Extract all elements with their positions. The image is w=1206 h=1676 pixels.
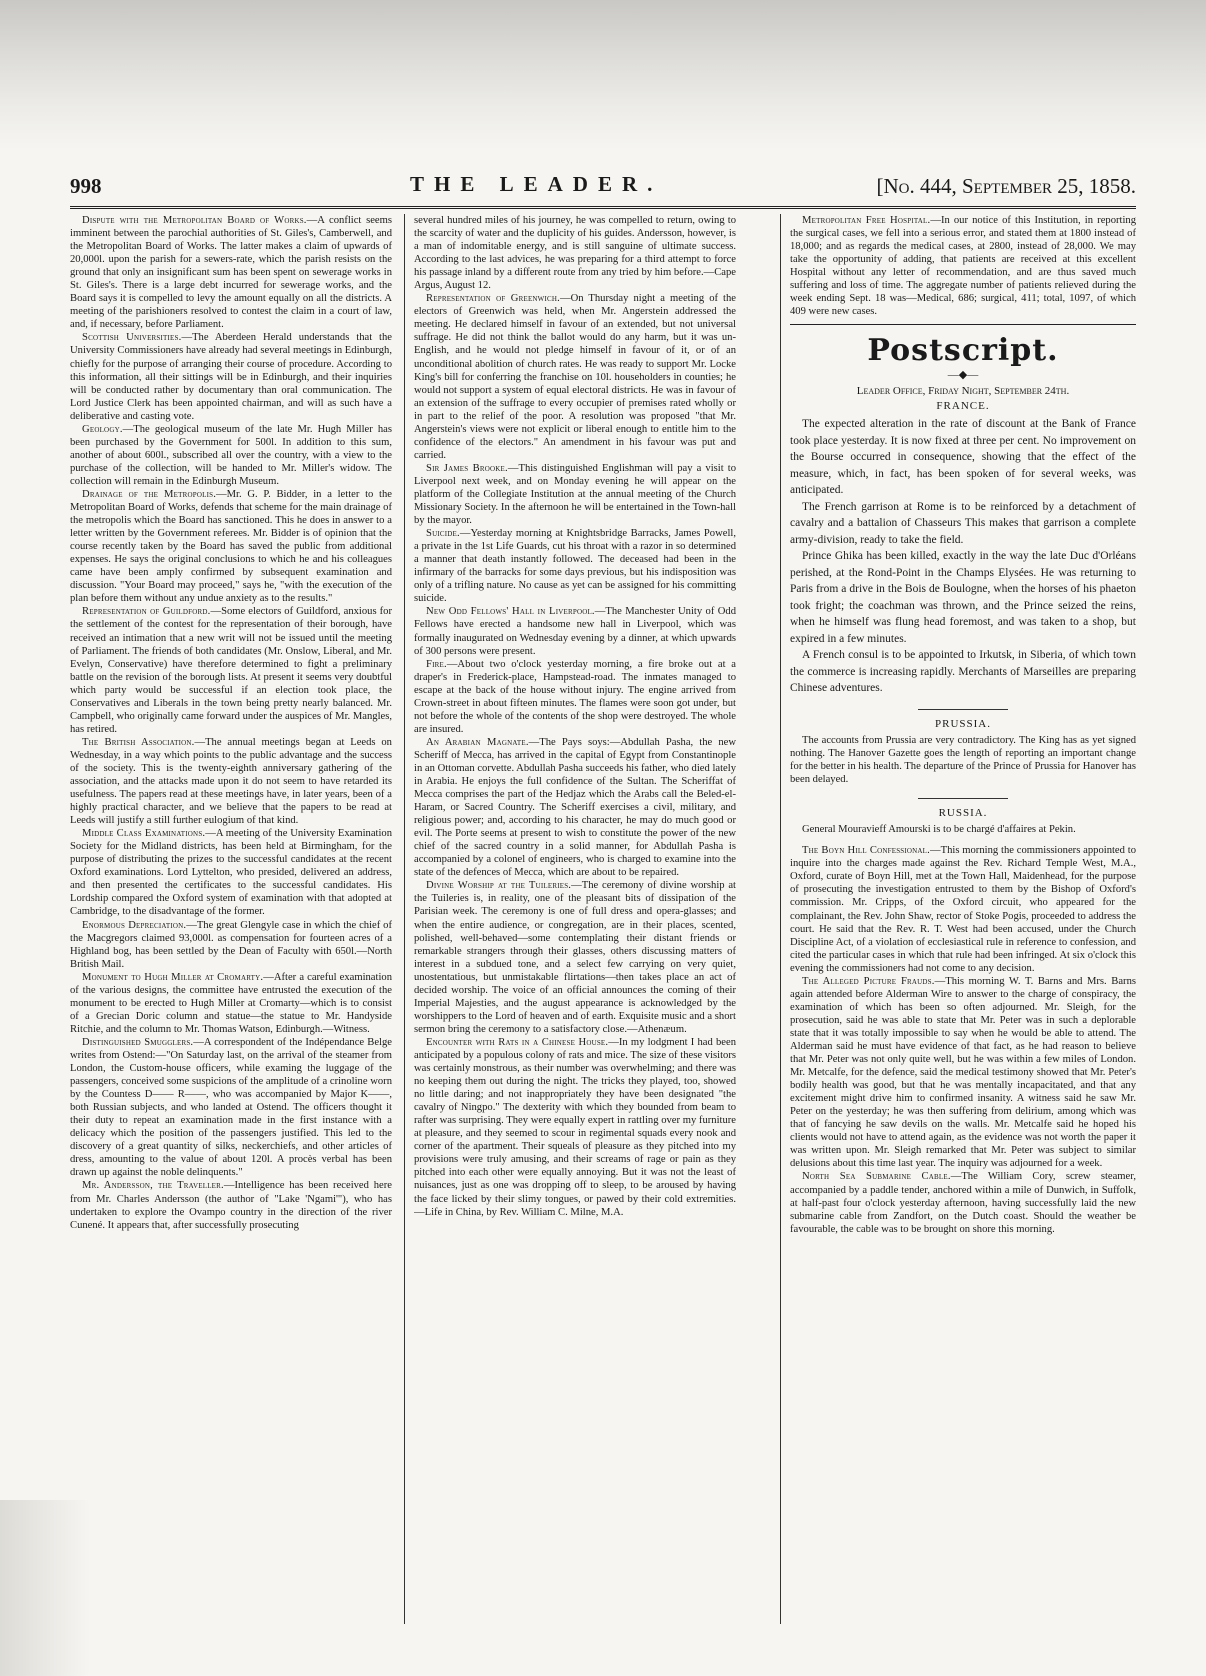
column-3 (790, 214, 1136, 1624)
article (414, 879, 736, 1036)
article-heading: Metropolitan Free Hospital. (802, 215, 931, 226)
article (414, 658, 736, 736)
article (70, 919, 392, 971)
article-text: —The Pays soys:—Abdullah Pasha, the new Scheriff of Mecca, has arrived in the capital of Egypt from Constantinople in an Ottoman corvette. Abdullah Pasha succeeds his father, who died lately in Arabia. He enjoys the full confidence of the Sultan. The Scheriffat of Mecca comprises the part of the Hedjaz which the Arabs call the Beled-el-Haram, or Sacred Country. The Scheriff exercises a civil, military, and religious power; and, according to his character, he may do much good or evil. The Porte seems at present to wish to constitute the power of the new chief of the sacred country in a solid manner, for Abdullah Pasha is accompanied by a colonel of engineers, who is charged to examine into the state of the defences of Mecca, which are about to be repaired. (414, 736, 736, 879)
article-text: —This distinguished Englishman will pay a visit to Liverpool next week, and on Monday evening he will appear on the platform of the Collegiate Institution at the annual meeting of the Church Missionary Society. In the afternoon he will be entertained in the Town-hall by the mayor. (414, 462, 736, 527)
article (70, 1179, 392, 1231)
section-heading-prussia: PRUSSIA. (935, 717, 991, 730)
ornament-icon: —◆— (947, 369, 979, 382)
article-text: —Yesterday morning at Knightsbridge Barracks, James Powell, a private in the 1st Life Guards, cut his throat with a razor in so determined a manner that death instantly followed. The deceased had been in the infirmary of the barracks for some days previous, but his indisposition was only of a trifling nature. No cause as yet can be assigned for his committing suicide. (414, 528, 736, 605)
article (790, 214, 1136, 318)
news-paragraph: General Mouravieff Amourski is to be chargé d'affaires at Pekin. (802, 824, 1076, 836)
article-heading: Mr. Andersson, the Traveller. (82, 1180, 224, 1192)
news-paragraph: The French garrison at Rome is to be reinforced by a detachment of cavalry and a battalion of Chasseurs This makes that garrison a complete army-division, ready to take the field. (790, 500, 1136, 546)
article-heading: Fire. (426, 658, 447, 670)
article-text: —After a careful examination of the various designs, the committee have entrusted the execution of the monument to be erected to Hugh Miller at Cromarty—which is to consist of a Grecian Doric column and statue—the statue to Mr. Handyside Ritchie, and the column to Mr. Thomas Watson, Edinburgh.—Witness. (70, 971, 392, 1035)
article-heading: Encounter with Rats in a Chinese House. (426, 1036, 609, 1048)
article (70, 736, 392, 827)
article-heading: Suicide. (426, 528, 460, 540)
article (70, 1036, 392, 1180)
article-heading: The British Association. (82, 736, 195, 748)
article-text: —The William Cory, screw steamer, accompanied by a paddle tender, anchored within a mile of Dunwich, in Suffolk, at half-past four o'clock yesterday afternoon, having successfully laid the new submarine cable from Zandfort, on the Dutch coast. Should the weather be favourable, the cable was to be brought on shore this morning. (790, 1171, 1136, 1235)
article-text: —In my lodgment I had been anticipated by a populous colony of rats and mice. The size of these visitors was certainly monstrous, as their number was overwhelming; and there was no keeping them out during the night. The tricks they played, too, showed no little daring; and not inappropriately they have been designated "the cavalry of Ningpo." The dexterity with which they bounded from beam to rafter was surprising. They were equally expert in rattling over my furniture at pleasure, and they seemed to scour in regimental squads every nook and corner of the apartment. Their squeals of pleasure as they pitched into my provisions were truly amusing, and their screams of rage or pain as they pitched into each other were equally annoying. But it was not the least of nuisances, just as one was dropping off to sleep, to be aroused by having the face licked by their slimy tongues, or pawed by their cold extremities.—Life in China, by Rev. William C. Milne, M.A. (414, 1036, 736, 1218)
article-text: —About two o'clock yesterday morning, a fire broke out at a draper's in Frederick-place, Hampstead-road. The inmates managed to escape at the back of the house without injury. The engine arrived from Crown-street in about fifteen minutes. The flames were soon got under, but not before the whole of the contents of the shop were destroyed. The whole are insured. (414, 658, 736, 735)
article (70, 605, 392, 735)
article-heading: Geology. (82, 423, 123, 435)
article (414, 462, 736, 527)
article-heading: Scottish Universities. (82, 332, 182, 344)
section-rule (790, 324, 1136, 325)
masthead-rule (70, 206, 1136, 209)
article (790, 975, 1136, 1171)
article (414, 605, 736, 657)
article-text: —This morning W. T. Barns and Mrs. Barns again attended before Alderman Wire to answer to the charge of conspiracy, the examination of which has been so often adjourned. Mr. Sleigh, for the prosecution, said he was able to state that Mr. Peter was in such a deplorable state that it was totally impossible to say when he would be able to attend. The Alderman said he must have evidence of that fact, as he had reason to believe that Mr. Peter was not only quite well, but he was within a few miles of London. Mr. Metcalfe, for the defence, said the medical testimony showed that Mr. Peter's bodily health was good, but that he was mentally incapacitated, and that any excitement might drive him to confirmed insanity. A witness said he saw Mr. Peter on the yesterday; he was then suffering from delirium, among which was that of fancying he saw devils on the walls. Mr. Metcalfe said he hoped his clients would not have to attend again, as the evidence was not worth the paper it was written upon. Mr. Sleigh remarked that Mr. Peter was subject to similar delusions about this time last year. The inquiry was adjourned for a week. (790, 975, 1136, 1170)
masthead (70, 172, 1136, 202)
article-heading: The Boyn Hill Confessional. (802, 845, 931, 857)
article-heading: New Odd Fellows' Hall in Liverpool. (426, 606, 595, 618)
article (70, 423, 392, 488)
column-1 (70, 214, 392, 1624)
article-heading: The Alleged Picture Frauds. (802, 975, 935, 987)
newspaper-title: THE LEADER. (410, 172, 663, 196)
scan-shadow-top (0, 0, 1206, 150)
article (414, 214, 736, 292)
article-heading: An Arabian Magnate. (426, 736, 529, 748)
news-paragraph: Prince Ghika has been killed, exactly in the way the late Duc d'Orléans perished, at the Rond-Point in the Champs Elysées. He was returning to Paris from a drive in the Bois de Boulogne, when the horses of his phaeton took fright; the coachman was thrown, and the Prince seized the reins, when he himself was flung head foremost, and was taken to a shop, but expired in a few minutes. (790, 550, 1136, 645)
article-text: —The great Glengyle case in which the chief of the Macgregors claimed 93,000l. as compensation for fourteen acres of a Highland bog, has been settled by the Dean of Faculty with 650l.—North British Mail. (70, 919, 392, 970)
news-paragraph: The expected alteration in the rate of discount at the Bank of France took place yesterday. It is now fixed at three per cent. No improvement on the Bourse occurred in consequence, showing that the effect of the measure, which, in fact, has been spoken of for several weeks, was anticipated. (790, 418, 1136, 497)
section-rule (918, 798, 1008, 799)
article-heading: Divine Worship at the Tuileries. (426, 880, 572, 892)
article-text: —A correspondent of the Indépendance Belge writes from Ostend:—"On Saturday last, on the arrival of the steamer from London, the Custom-house officers, while examing the luggage of the passengers, conceived some suspicions of the amplitude of a crinoline worn by the Countess D—— R——, who was accompanied by Major K——, both Russian subjects, and who landed at Ostend. The officers thought it their duty to repeat an examination made in the first instance with a delicacy which the position of the passengers justified. This led to the discovery of a great quantity of silks, neckerchiefs, and other articles of dress, amounting to the value of about 120l. A procès verbal has been drawn up against the noble delinquents." (70, 1036, 392, 1179)
article (70, 827, 392, 918)
article-text: —The geological museum of the late Mr. Hugh Miller has been purchased by the Government for 500l. In addition to this sum, another of about 600l., subscribed all over the country, with a view to the purchase of the collection, will be handed to Mr. Miller's widow. The collection will remain in the Edinburgh Museum. (70, 423, 392, 487)
article-text: —Some electors of Guildford, anxious for the settlement of the contest for the representation of their borough, have received an intimation that a new writ will not be issued until the meeting of Parliament. The friends of both candidates (Mr. Onslow, Liberal, and Mr. Evelyn, Conservative) have therefore determined to fight a preliminary battle on the revision of the borough lists. At present it seems very doubtful which party would be successful if an election took place, the Conservatives and Liberals in the town being pretty nearly balanced. Mr. Campbell, who originally came forward under the auspices of Mr. Mangles, has retired. (70, 606, 392, 735)
article-heading: Dispute with the Metropolitan Board of Works. (82, 215, 307, 226)
section-rule (918, 709, 1008, 710)
news-paragraph: The accounts from Prussia are very contradictory. The King has as yet signed nothing. The Hanover Gazette goes the length of reporting an important change for the better in his health. The departure of the Prince of Prussia for Hanover has been delayed. (790, 735, 1136, 786)
article-heading: Monument to Hugh Miller at Cromarty. (82, 971, 264, 983)
column-divider (404, 214, 405, 1624)
article-text: —The Aberdeen Herald understands that the University Commissioners have already had several meetings in Edinburgh, chiefly for the purpose of arranging their course of procedure. According to this information, all their sittings will be in Edinburgh, and their inquiries will be conducted rather by documentary than oral communication. The Lord Justice Clerk has been appointed chairman, and will as such have a deliberative and casting vote. (70, 332, 392, 422)
article-text: —This morning the commissioners appointed to inquire into the charges made against the Rev. Richard Temple West, M.A., Oxford, curate of Boyn Hill, met at the Town Hall, Maidenhead, for the purpose of prosecuting the investigation entrusted to them by the Bishop of Oxford's commission. Mr. Cripps, of the Oxford circuit, who appeared for the complainant, the Rev. John Shaw, rector of Stoke Pogis, proceeded to address the court. He said that the Rev. R. T. West had been accused, under the Church Discipline Act, of a violation of ecclesiastical rule in reference to confession, and cited the particular cases in which that rule had been infringed. At six o'clock this evening the commissioners had not come to any decision. (790, 845, 1136, 974)
article-text: several hundred miles of his journey, he was compelled to return, owing to the scarcity of water and the duplicity of his guides. Andersson, however, is a man of indomitable energy, and is still sanguine of ultimate success. According to the last advices, he was preparing for a third attempt to force his passage inland by a different route from any tried by him before.—Cape Argus, August 12. (414, 215, 736, 292)
article (414, 1036, 736, 1219)
article-heading: Representation of Guildford. (82, 606, 211, 618)
article-heading: Distinguished Smugglers. (82, 1036, 194, 1048)
article (70, 214, 392, 331)
article-heading: Representation of Greenwich. (426, 293, 560, 305)
article-text: —In our notice of this Institution, in reporting the surgical cases, we fell into a serious error, and stated them at 1800 instead of 18,000; and as regards the medical cases, at 2800, instead of 28,000. We may take the opportunity of adding, that patients are received at this excellent Hospital without any letter of recommendation, and are thus saved much suffering and loss of time. The aggregate number of patients relieved during the week ending Sept. 18 was—Medical, 686; surgical, 411; total, 1097, of which 409 were new cases. (790, 215, 1136, 318)
article (70, 488, 392, 605)
article-heading: North Sea Submarine Cable. (802, 1171, 951, 1183)
page-number: 998 (70, 174, 102, 198)
article (790, 844, 1136, 974)
issue-info: [No. 444, September 25, 1858. (876, 174, 1136, 198)
article (414, 527, 736, 605)
postscript-title: Postscript. (867, 333, 1059, 369)
section-heading-france: FRANCE. (936, 400, 990, 413)
article (70, 971, 392, 1036)
section-heading-russia: RUSSIA. (938, 807, 988, 820)
article (70, 331, 392, 422)
article-text: —The ceremony of divine worship at the Tuileries is, in reality, one of the pleasant bits of dissipation of the Parisian week. The ceremony is one of full dress and opera-glasses; and when the entire audience, or congregation, are in their places, scented, polished, well-behaved—some contemplating their distant friends or remarkable strangers through their glasses, others discussing matters of interest in a subdued tone, and a select few carrying on very quiet, unostentatious, but unmistakable flirtations—then takes place an act of decided worship. The voice of an official announces the coming of their Imperial Majesties, and the august appearance is acknowledged by the worshippers to the Lord of heaven and of earth. Exquisite music and a short sermon bring the ceremony to a satisfactory close.—Athenæum. (414, 880, 736, 1035)
article-heading: Drainage of the Metropolis. (82, 488, 217, 500)
dateline: Leader Office, Friday Night, September 24th. (856, 385, 1070, 398)
article-text: —A meeting of the University Examination Society for the Midland districts, has been held at Birmingham, for the purpose of distributing the prizes to the successful candidates at the recent Oxford examinations. Lord Lyttelton, who presided, delivered an address, and then presented the certificates to the successful candidates. His Lordship compared the Oxford system of examination with that adopted at Cambridge, to the disadvantage of the former. (70, 828, 392, 918)
article-text: —Intelligence has been received here from Mr. Charles Andersson (the author of "Lake 'Ngami'"), who has undertaken to explore the Ovampo country in the direction of the river Cunené. It appears that, after successfully prosecuting (70, 1180, 392, 1231)
article (790, 1170, 1136, 1235)
article-text: —The annual meetings began at Leeds on Wednesday, in a way which points to the public advantage and the success of the society. This is the twenty-eighth anniversary gathering of the association, and the attacks made upon it do not seem to have retarded its usefulness. The papers read at these meetings have, in later years, been of a highly practical character, and we believe that the papers to be read at Leeds will justify a still further eulogium of that kind. (70, 736, 392, 827)
article-text: —On Thursday night a meeting of the electors of Greenwich was held, when Mr. Angerstein addressed the meeting. He declared himself in favour of an extended, but not universal suffrage. He did not think the ballot would do any harm, but it was un-English, and he would not pledge himself in favour of it, or of an unconditional abolition of church rates. He was ready to support Mr. Locke King's bill for conferring the franchise on 10l. householders in counties; he would not support a system of equal electoral districts. He was in favour of an extension of the suffrage to every occupier of premises rated wholly or in part to the relief of the poor. A resolution was proposed "that Mr. Angerstein's views were not explicit or liberal enough to entitle him to the confidence of the electors." An amendment in his favour was put and carried. (414, 293, 736, 461)
column-divider (780, 214, 781, 1624)
article-heading: Enormous Depreciation. (82, 919, 187, 931)
article (414, 292, 736, 462)
article-heading: Sir James Brooke. (426, 462, 508, 474)
article (414, 736, 736, 880)
article-text: —A conflict seems imminent between the parochial authorities of St. Giles's, Camberwell, and the Metropolitan Board of Works. The latter makes a claim of upwards of 20,000l. upon the parish for a sewers-rate, which the parish resists on the ground that only an insignificant sum has been spent on sewerage works in St. Giles's. There is a large debt incurred for sewerage works, and the Board says it is compelled to levy the amount equally on all the districts. A meeting of the parishioners resolved to contest the claim in a court of law, and, if necessary, before Parliament. (70, 215, 392, 331)
news-paragraph: A French consul is to be appointed to Irkutsk, in Siberia, of which town the commerce is increasing rapidly. Merchants of Marseilles are preparing Chinese adventures. (790, 649, 1136, 695)
article-heading: Middle Class Examinations. (82, 828, 206, 840)
article-text: —The Manchester Unity of Odd Fellows have erected a handsome new hall in Liverpool, which was formally inaugurated on Wednesday evening by a dinner, at which upwards of 300 persons were present. (414, 606, 736, 657)
article-text: —Mr. G. P. Bidder, in a letter to the Metropolitan Board of Works, defends that scheme for the main drainage of the metropolis which the Board has sanctioned. This he does in answer to a letter written by the Government referees. Mr. Bidder is of opinion that the course recently taken by the Board has saved the public from additional expenses. He says the original conclusions to which he and his colleagues came have been amply confirmed by subsequent examination and discussion. "Your Board may proceed," says he, "with the execution of the plan before them without any undue anxiety as to the results." (70, 488, 392, 605)
column-2 (414, 214, 736, 1624)
